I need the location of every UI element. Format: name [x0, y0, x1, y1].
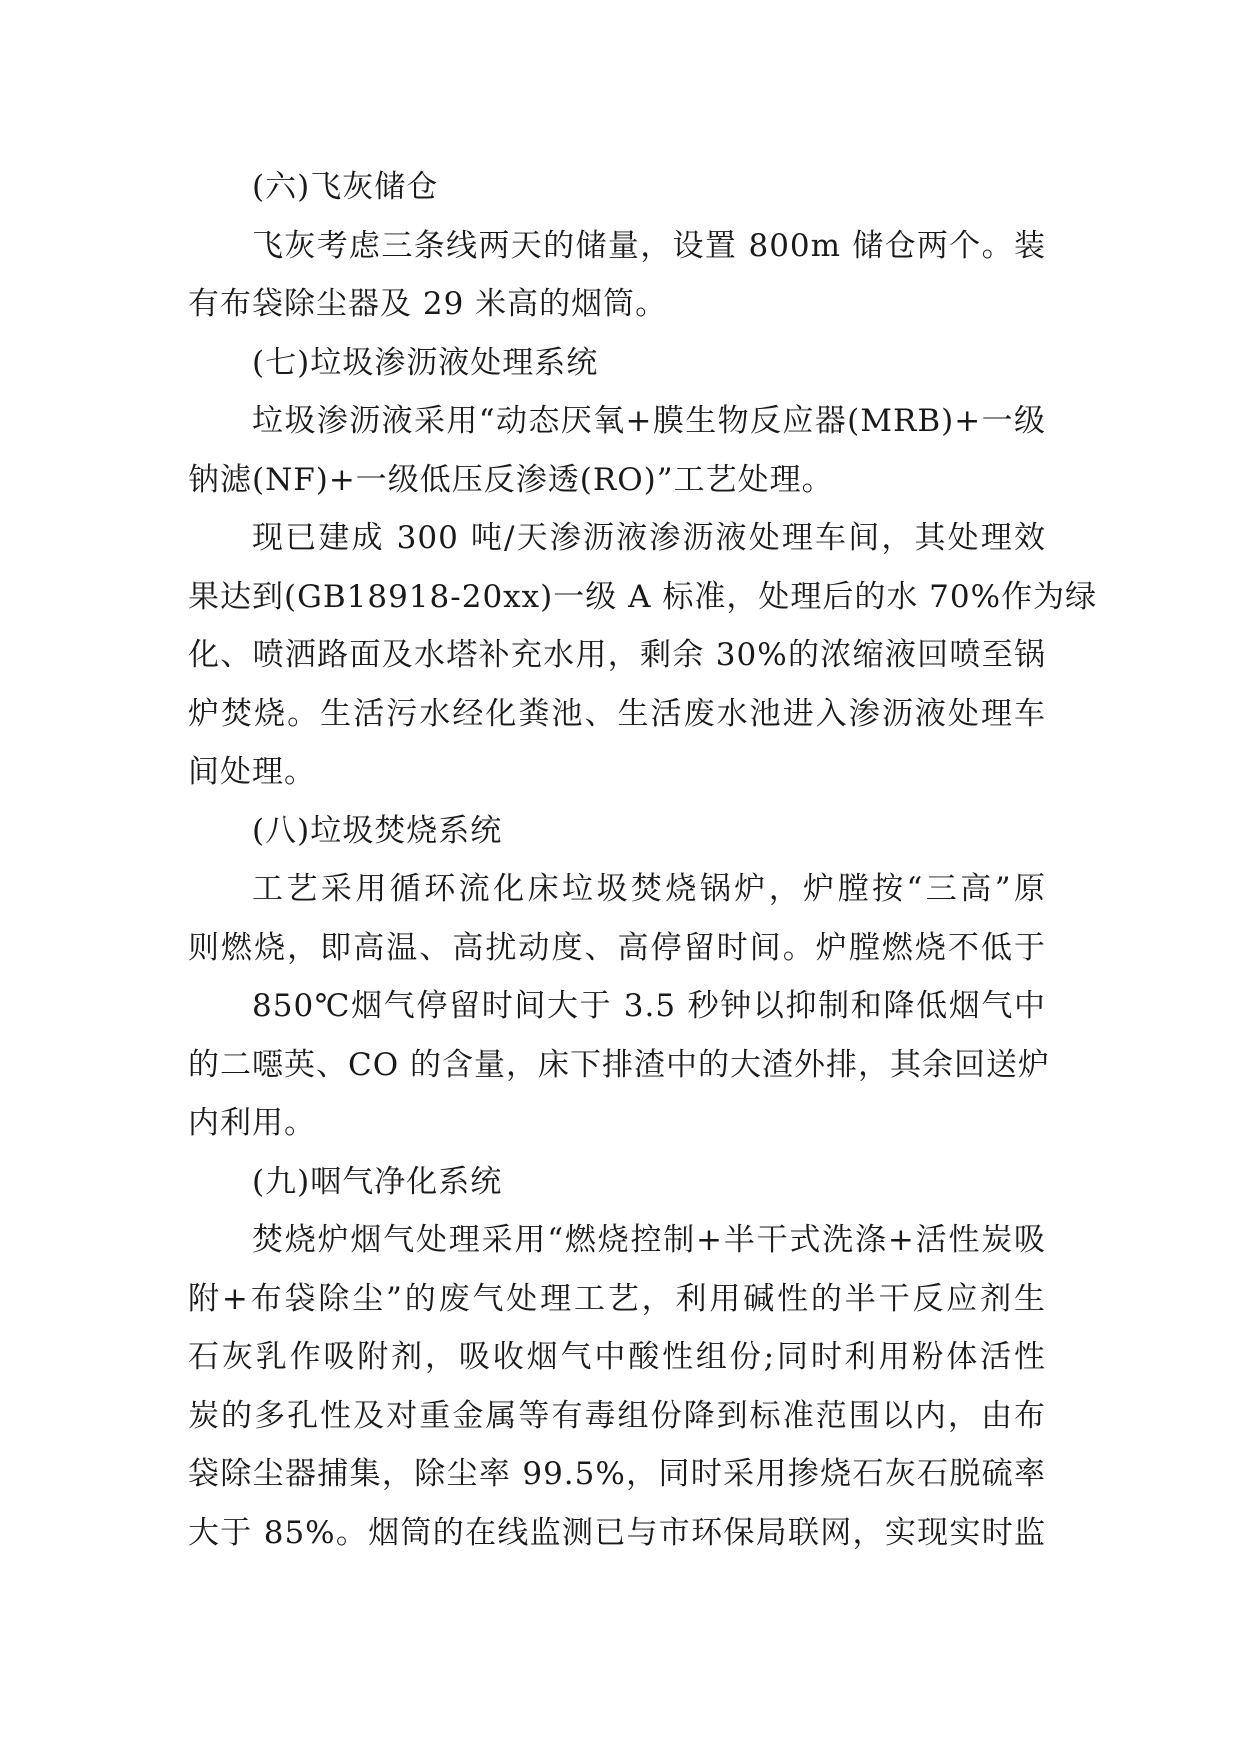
text-line: 垃圾渗沥液采用“动态厌氧+膜生物反应器(MRB)+一级 — [252, 403, 1046, 439]
text-line: (八)垃圾焚烧系统 — [252, 812, 503, 849]
text-line: 有布袋除尘器及 29 米高的烟筒。 — [188, 286, 668, 322]
text-line: (九)咽气净化系统 — [252, 1163, 503, 1200]
text-line: 大于 85%。烟筒的在线监测已与市环保局联网，实现实时监 — [188, 1514, 1046, 1551]
text-line: 果达到(GB18918-20xx)一级 A 标准，处理后的水 70%作为绿 — [188, 578, 1098, 615]
text-line: 附+布袋除尘”的废气处理工艺，利用碱性的半干反应剂生 — [188, 1280, 1046, 1317]
text-line: 袋除尘器捕集，除尘率 99.5%，同时采用掺烧石灰石脱硫率 — [188, 1456, 1046, 1492]
document-body — [188, 158, 1098, 1562]
text-line: 飞灰考虑三条线两天的储量，设置 800m 储仓两个。装 — [252, 227, 1046, 264]
text-line: (七)垃圾渗沥液处理系统 — [252, 344, 599, 381]
text-line: 间处理。 — [188, 754, 316, 790]
text-line: 焚烧炉烟气处理采用“燃烧控制+半干式洗涤+活性炭吸 — [252, 1222, 1046, 1258]
text-line: 工艺采用循环流化床垃圾焚烧锅炉，炉膛按“三高”原 — [252, 871, 1046, 907]
text-line: 化、喷洒路面及水塔补充水用，剩余 30%的浓缩液回喷至锅 — [188, 637, 1046, 673]
text-line: 石灰乳作吸附剂，吸收烟气中酸性组份;同时利用粉体活性 — [188, 1339, 1046, 1375]
text-line: 则燃烧，即高温、高扰动度、高停留时间。炉膛燃烧不低于 — [188, 929, 1046, 966]
text-line: 炭的多孔性及对重金属等有毒组份降到标准范围以内，由布 — [188, 1397, 1046, 1434]
text-line: 的二噁英、CO 的含量，床下排渣中的大渣外排，其余回送炉 — [188, 1046, 1050, 1083]
text-line: (六)飞灰储仓 — [252, 169, 439, 205]
text-line: 钠滤(NF)+一级低压反渗透(RO)”工艺处理。 — [188, 461, 834, 498]
text-line: 内利用。 — [188, 1105, 316, 1141]
text-line: 炉焚烧。生活污水经化粪池、生活废水池进入渗沥液处理车 — [188, 695, 1046, 732]
text-line: 现已建成 300 吨/天渗沥液渗沥液处理车间，其处理效 — [252, 520, 1046, 556]
text-line: 850℃烟气停留时间大于 3.5 秒钟以抑制和降低烟气中 — [252, 988, 1046, 1024]
document-page — [188, 158, 1098, 1562]
